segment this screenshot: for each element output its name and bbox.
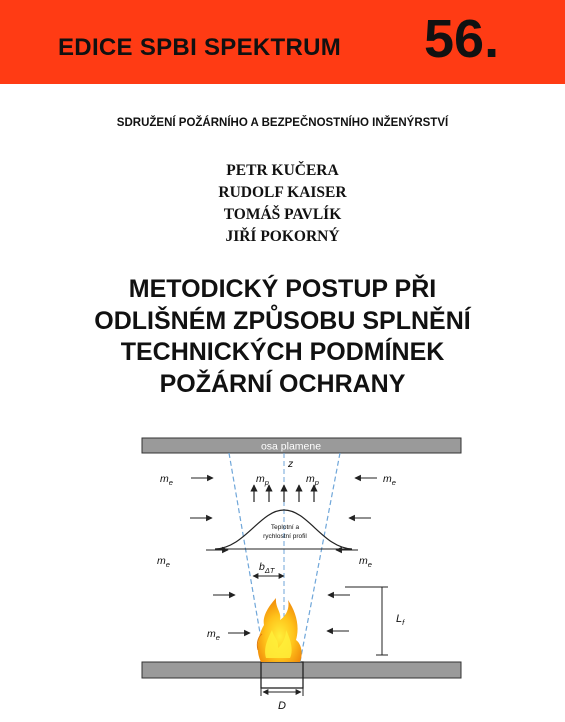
profile-label-line1: Teplotní a [270,524,300,531]
lf-label: $L_f$ [396,613,405,627]
floor-slab [142,662,461,678]
z-axis-label: z [288,458,294,470]
flame-axis-label: osa plamene [260,440,322,453]
title-line: TECHNICKÝCH PODMÍNEK [120,338,445,366]
title-line: METODICKÝ POSTUP PŘI [128,275,437,303]
b-delta-t-label: $b_{\Delta T}$ [259,561,275,575]
title-line: POŽÁRNÍ OCHRANY [159,369,406,398]
mp-label-right: $m_p$ [306,473,319,487]
me-label: $m_e$ [359,555,372,569]
me-label: $m_e$ [157,555,170,569]
header-banner [0,0,565,84]
me-label: $m_e$ [207,628,220,642]
volume-number: 56. [424,9,500,69]
author-name: PETR KUČERA [226,162,339,179]
author-name: JIŘÍ POKORNÝ [225,228,340,245]
d-label: D [278,700,286,712]
me-label: $m_e$ [160,473,173,487]
me-label: $m_e$ [383,473,396,487]
profile-label-line2: rychlostní profil [263,533,307,540]
title-line: ODLIŠNÉM ZPŮSOBU SPLNĚNÍ [94,306,471,335]
fire-plume-diagram [0,430,565,722]
author-name: RUDOLF KAISER [218,184,347,201]
book-title [0,274,565,400]
series-name: EDICE SPBI SPEKTRUM [58,34,342,61]
author-list [0,160,565,248]
mp-label-left: $m_p$ [256,473,269,487]
publisher-society: SDRUŽENÍ POŽÁRNÍHO A BEZPEČNOSTNÍHO INŽENÝRSTVÍ [116,117,449,129]
flame [257,598,301,662]
upward-flow-arrows [254,485,314,502]
author-name: TOMÁŠ PAVLÍK [223,206,342,223]
